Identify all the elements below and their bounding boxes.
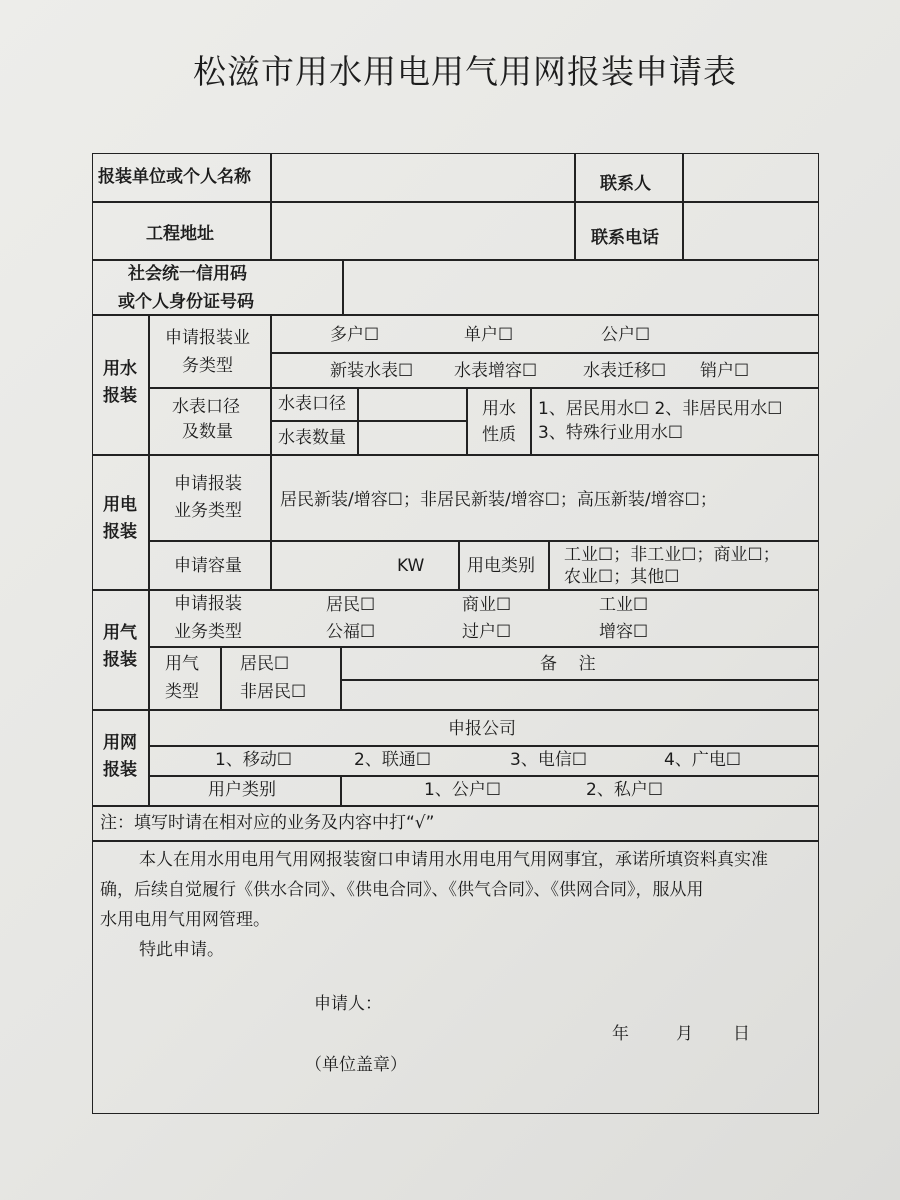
- water-option-new-meter[interactable]: 新装水表☐: [330, 361, 414, 381]
- col-line: [342, 259, 344, 314]
- gas-type-nonresident[interactable]: 非居民☐: [240, 682, 307, 702]
- form-title: 松滋市用水用电用气用网报装申请表: [193, 52, 737, 91]
- electric-section-label: 报装: [103, 522, 137, 542]
- unit-seal-label: （单位盖章）: [305, 1055, 407, 1075]
- col-line: [340, 775, 342, 805]
- row-line: [93, 805, 818, 807]
- col-line: [270, 153, 272, 259]
- col-line: [548, 540, 550, 589]
- row-line: [93, 840, 818, 842]
- capacity-label: 申请容量: [174, 556, 242, 576]
- network-company-label: 申报公司: [448, 719, 516, 739]
- gas-biz-type-label: 申请报装: [174, 594, 242, 614]
- electric-biz-options[interactable]: 居民新装/增容☐；非居民新装/增容☐；高压新装/增容☐；: [280, 490, 717, 510]
- water-biz-type-label: 务类型: [182, 356, 233, 376]
- meter-caliber-qty-label: 及数量: [182, 422, 233, 442]
- water-option-public[interactable]: 公户☐: [601, 325, 651, 345]
- electric-category-options[interactable]: 工业☐；非工业☐；商业☐；: [564, 545, 780, 565]
- date-day-label: 日: [733, 1024, 750, 1044]
- meter-caliber-label: 水表口径: [278, 394, 346, 414]
- electric-category-label: 用电类别: [467, 556, 535, 576]
- row-line: [93, 259, 818, 261]
- network-section-label: 用网: [103, 733, 137, 753]
- electric-category-options[interactable]: 农业☐；其他☐: [564, 567, 680, 587]
- electric-biz-type-label: 申请报装: [174, 474, 242, 494]
- water-nature-label: 用水: [482, 399, 516, 419]
- col-line: [530, 387, 532, 454]
- row-line: [270, 352, 818, 354]
- project-address-label: 工程地址: [146, 224, 214, 244]
- network-option-telecom[interactable]: 3、电信☐: [510, 750, 588, 770]
- capacity-unit: KW: [397, 556, 425, 576]
- water-nature-options[interactable]: 1、居民用水☐ 2、非居民用水☐: [538, 399, 783, 419]
- row-line: [270, 420, 466, 422]
- id-number-label: 或个人身份证号码: [118, 292, 254, 312]
- col-line: [340, 646, 342, 709]
- water-option-increase[interactable]: 水表增容☐: [454, 361, 538, 381]
- network-user-private[interactable]: 2、私户☐: [586, 780, 664, 800]
- water-option-move[interactable]: 水表迁移☐: [583, 361, 667, 381]
- network-option-broadcast[interactable]: 4、广电☐: [664, 750, 742, 770]
- remark-label: 备 注: [540, 654, 596, 674]
- network-user-type-label: 用户类别: [208, 780, 276, 800]
- gas-option-industrial[interactable]: 工业☐: [599, 595, 649, 615]
- declaration-text: 本人在用水用电用气用网报装窗口申请用水用电用气用网事宜，承诺所填资料真实准: [139, 850, 768, 870]
- row-line: [148, 745, 818, 747]
- water-biz-type-label: 申请报装业: [165, 328, 250, 348]
- water-section-label: 用水: [103, 359, 137, 379]
- network-section-label: 报装: [103, 760, 137, 780]
- contact-person-label: 联系人: [600, 174, 651, 194]
- row-line: [93, 589, 818, 591]
- gas-type-resident[interactable]: 居民☐: [240, 654, 290, 674]
- water-option-cancel[interactable]: 销户☐: [700, 361, 750, 381]
- col-line: [574, 153, 576, 259]
- gas-option-welfare[interactable]: 公福☐: [326, 622, 376, 642]
- applicant-name-label: 报装单位或个人名称: [98, 167, 251, 187]
- electric-section-label: 用电: [103, 495, 137, 515]
- water-option-multi[interactable]: 多户☐: [330, 325, 380, 345]
- water-nature-label: 性质: [482, 425, 516, 445]
- water-nature-options[interactable]: 3、特殊行业用水☐: [538, 423, 684, 443]
- applicant-signature-label: 申请人：: [314, 994, 382, 1014]
- gas-option-commercial[interactable]: 商业☐: [462, 595, 512, 615]
- row-line: [148, 775, 818, 777]
- row-line: [93, 454, 818, 456]
- row-line: [148, 540, 818, 542]
- row-line: [93, 201, 818, 203]
- col-line: [466, 387, 468, 454]
- row-line: [93, 709, 818, 711]
- col-line: [682, 153, 684, 259]
- credit-code-label: 社会统一信用码: [128, 264, 247, 284]
- date-year-label: 年: [612, 1024, 629, 1044]
- col-line: [357, 387, 359, 454]
- row-line: [340, 679, 818, 681]
- gas-option-increase[interactable]: 增容☐: [599, 622, 649, 642]
- declaration-text: 水用电用气用网管理。: [100, 910, 270, 930]
- network-option-unicom[interactable]: 2、联通☐: [354, 750, 432, 770]
- col-line: [458, 540, 460, 589]
- gas-option-resident[interactable]: 居民☐: [326, 595, 376, 615]
- water-section-label: 报装: [103, 386, 137, 406]
- row-line: [148, 387, 818, 389]
- electric-biz-type-label: 业务类型: [174, 501, 242, 521]
- row-line: [93, 314, 818, 316]
- gas-biz-type-label: 业务类型: [174, 622, 242, 642]
- gas-option-transfer[interactable]: 过户☐: [462, 622, 512, 642]
- fill-note: 注：填写时请在相对应的业务及内容中打“√”: [100, 813, 435, 833]
- col-line: [148, 314, 150, 805]
- meter-caliber-qty-label: 水表口径: [172, 397, 240, 417]
- declaration-closing: 特此申请。: [139, 940, 224, 960]
- meter-quantity-label: 水表数量: [278, 428, 346, 448]
- declaration-text: 确，后续自觉履行《供水合同》、《供电合同》、《供气合同》、《供网合同》，服从用: [100, 880, 704, 900]
- gas-type-label: 用气: [165, 654, 199, 674]
- col-line: [220, 646, 222, 709]
- gas-type-label: 类型: [165, 682, 199, 702]
- network-user-public[interactable]: 1、公户☐: [424, 780, 502, 800]
- col-line: [270, 314, 272, 589]
- water-option-single[interactable]: 单户☐: [464, 325, 514, 345]
- gas-section-label: 报装: [103, 650, 137, 670]
- row-line: [148, 646, 818, 648]
- date-month-label: 月: [676, 1024, 693, 1044]
- contact-phone-label: 联系电话: [591, 228, 659, 248]
- gas-section-label: 用气: [103, 623, 137, 643]
- network-option-mobile[interactable]: 1、移动☐: [215, 750, 293, 770]
